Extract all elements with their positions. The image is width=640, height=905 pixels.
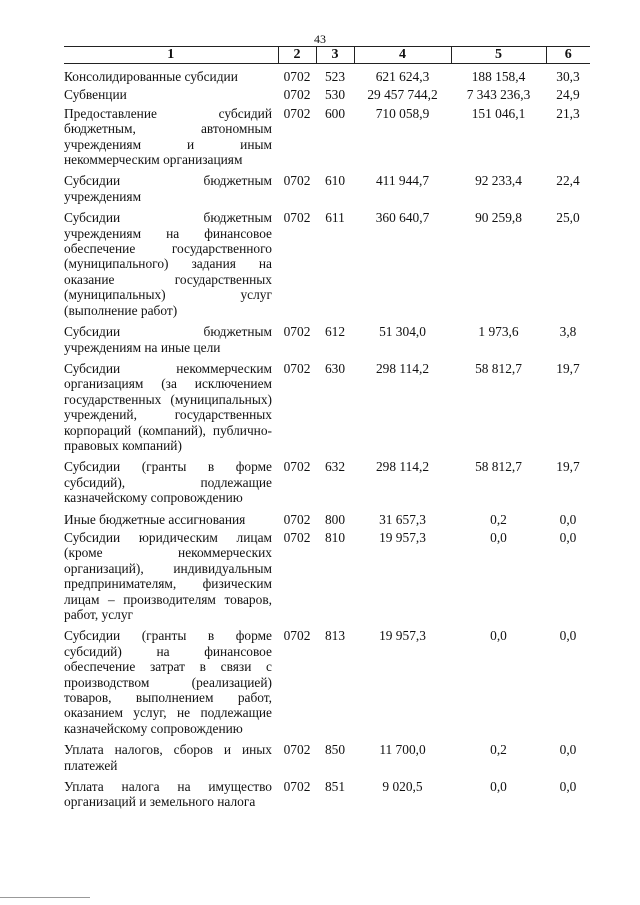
row-percent: 0,0 xyxy=(559,529,577,545)
row-expense-code: 530 xyxy=(324,87,346,103)
row-plan-amount: 19 957,3 xyxy=(379,628,426,644)
row-actual-amount: 1 973,6 xyxy=(478,324,519,340)
header-col-3: 3 xyxy=(316,47,354,64)
table-row xyxy=(64,622,590,736)
row-expense-code: 612 xyxy=(324,324,346,340)
footer-divider xyxy=(0,897,90,898)
row-expense-code: 523 xyxy=(324,69,346,84)
row-percent: 19,7 xyxy=(556,360,580,376)
row-percent: 22,4 xyxy=(556,173,580,189)
row-percent: 3,8 xyxy=(559,324,577,340)
row-actual-amount: 151 046,1 xyxy=(471,105,526,121)
row-percent: 0,0 xyxy=(559,511,577,527)
row-actual-amount: 188 158,4 xyxy=(471,69,526,84)
budget-table xyxy=(64,46,590,810)
row-percent: 19,7 xyxy=(556,459,580,475)
row-actual-amount: 0,0 xyxy=(490,628,507,644)
row-name: Субсидии бюджетным учреждениям xyxy=(64,173,272,204)
row-expense-code: 630 xyxy=(324,360,346,376)
row-section-code: 0702 xyxy=(283,779,311,795)
table-row xyxy=(64,527,590,622)
row-expense-code: 610 xyxy=(324,173,346,189)
row-actual-amount: 58 812,7 xyxy=(475,360,522,376)
row-section-code: 0702 xyxy=(283,87,311,103)
row-section-code: 0702 xyxy=(283,628,311,644)
row-name: Уплата налогов, сборов и иных платежей xyxy=(64,742,272,773)
header-col-6: 6 xyxy=(546,47,590,64)
row-expense-code: 810 xyxy=(324,529,346,545)
row-percent: 24,9 xyxy=(556,87,580,103)
row-section-code: 0702 xyxy=(283,210,311,226)
table-row xyxy=(64,773,590,810)
page-number: 43 xyxy=(314,32,326,46)
row-percent: 25,0 xyxy=(556,210,580,226)
row-percent: 0,0 xyxy=(559,779,577,795)
row-section-code: 0702 xyxy=(283,173,311,189)
row-plan-amount: 411 944,7 xyxy=(375,173,430,189)
row-name: Субсидии бюджетным учреждениям на иные цели xyxy=(64,324,272,355)
row-expense-code: 850 xyxy=(324,742,346,758)
row-name: Субвенции xyxy=(64,87,127,103)
row-plan-amount: 710 058,9 xyxy=(375,105,430,121)
row-plan-amount: 31 657,3 xyxy=(379,511,426,527)
row-section-code: 0702 xyxy=(283,742,311,758)
row-percent: 0,0 xyxy=(559,628,577,644)
row-actual-amount: 0,0 xyxy=(490,529,507,545)
row-section-code: 0702 xyxy=(283,324,311,340)
row-section-code: 0702 xyxy=(283,69,311,84)
header-col-1: 1 xyxy=(64,47,278,64)
table-row xyxy=(64,204,590,318)
row-plan-amount: 621 624,3 xyxy=(375,69,430,84)
table-row xyxy=(64,355,590,453)
row-name: Иные бюджетные ассигнования xyxy=(64,511,246,527)
table-row xyxy=(64,453,590,505)
table-row xyxy=(64,167,590,204)
table-row xyxy=(64,103,590,168)
header-col-4: 4 xyxy=(354,47,451,64)
row-name: Субсидии некоммерческим организациям (за исключением государственных (муниципальных) учреждений, государственных корпораций (компаний), публично-правовых компаний) xyxy=(64,360,272,453)
table-row xyxy=(64,736,590,773)
row-section-code: 0702 xyxy=(283,105,311,121)
row-plan-amount: 51 304,0 xyxy=(379,324,426,340)
header-col-2: 2 xyxy=(278,47,316,64)
row-percent: 0,0 xyxy=(559,742,577,758)
row-section-code: 0702 xyxy=(283,529,311,545)
row-name: Консолидированные субсидии xyxy=(64,69,238,84)
row-section-code: 0702 xyxy=(283,511,311,527)
row-expense-code: 632 xyxy=(324,459,346,475)
row-plan-amount: 11 700,0 xyxy=(379,742,426,758)
table-row xyxy=(64,64,590,85)
table-row xyxy=(64,318,590,355)
row-name: Субсидии бюджетным учреждениям на финансовое обеспечение государственного (муниципального) задания на оказание государственных (муниципальных) услуг (выполнение работ) xyxy=(64,210,272,318)
row-percent: 21,3 xyxy=(556,105,580,121)
row-plan-amount: 29 457 744,2 xyxy=(367,87,438,103)
table-row xyxy=(64,506,590,527)
row-actual-amount: 7 343 236,3 xyxy=(466,87,531,103)
row-name: Субсидии (гранты в форме субсидий) на финансовое обеспечение затрат в связи с производством (реализацией) товаров, выполнением работ, оказанием услуг, не подлежащие казначейскому сопровождению xyxy=(64,628,272,736)
row-name: Субсидии юридическим лицам (кроме некоммерческих организаций), индивидуальным предпринимателям, физическим лицам – производителям товаров, работ, услуг xyxy=(64,529,272,622)
table-header-row xyxy=(64,47,590,64)
row-plan-amount: 360 640,7 xyxy=(375,210,430,226)
row-actual-amount: 90 259,8 xyxy=(475,210,522,226)
row-actual-amount: 0,2 xyxy=(490,511,507,527)
row-expense-code: 600 xyxy=(324,105,346,121)
table-row xyxy=(64,84,590,102)
row-name: Уплата налога на имущество организаций и земельного налога xyxy=(64,779,272,810)
row-expense-code: 800 xyxy=(324,511,346,527)
row-expense-code: 851 xyxy=(324,779,346,795)
row-expense-code: 813 xyxy=(324,628,346,644)
row-actual-amount: 92 233,4 xyxy=(475,173,522,189)
row-plan-amount: 19 957,3 xyxy=(379,529,426,545)
row-plan-amount: 298 114,2 xyxy=(375,360,430,376)
row-section-code: 0702 xyxy=(283,459,311,475)
row-plan-amount: 9 020,5 xyxy=(382,779,423,795)
row-actual-amount: 0,2 xyxy=(490,742,507,758)
row-actual-amount: 0,0 xyxy=(490,779,507,795)
header-col-5: 5 xyxy=(451,47,546,64)
row-name: Предоставление субсидий бюджетным, автономным учреждениям и иным некоммерческим организациям xyxy=(64,105,272,168)
row-percent: 30,3 xyxy=(556,69,580,84)
row-name: Субсидии (гранты в форме субсидий), подлежащие казначейскому сопровождению xyxy=(64,459,272,506)
row-expense-code: 611 xyxy=(325,210,345,226)
row-section-code: 0702 xyxy=(283,360,311,376)
row-actual-amount: 58 812,7 xyxy=(475,459,522,475)
row-plan-amount: 298 114,2 xyxy=(375,459,430,475)
